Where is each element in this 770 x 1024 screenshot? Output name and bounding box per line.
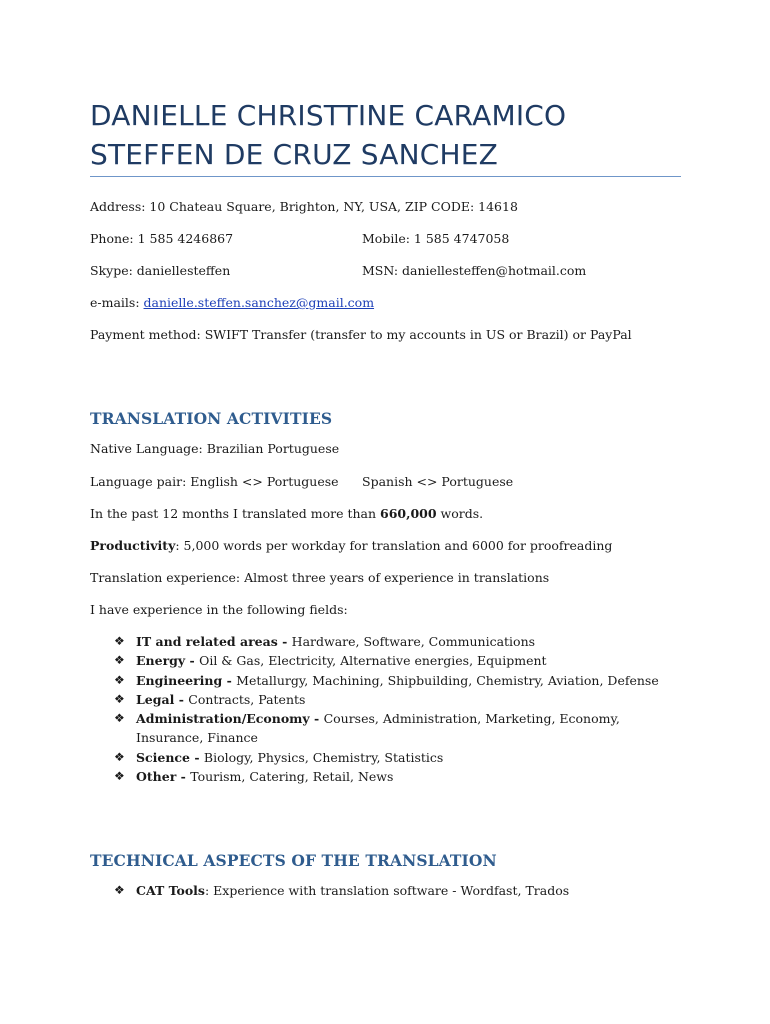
list-item bbox=[114, 632, 674, 651]
name-underline-rule bbox=[90, 176, 681, 177]
field-separator: - bbox=[309, 711, 324, 727]
field-separator: - bbox=[222, 672, 237, 688]
field-separator: - bbox=[176, 769, 191, 785]
field-text: Courses, Administration, Marketing, Economy, Insurance, Finance bbox=[136, 711, 620, 746]
msn-line: MSN: daniellesteffen@hotmail.com bbox=[362, 263, 587, 278]
field-separator: - bbox=[277, 634, 292, 649]
native-language-line: Native Language: Brazilian Portuguese bbox=[90, 441, 340, 456]
field-text: Contracts, Patents bbox=[188, 691, 306, 707]
fields-intro-line: I have experience in the following fields: bbox=[90, 602, 348, 617]
productivity-line bbox=[90, 538, 612, 554]
mobile-line: Mobile: 1 585 4747058 bbox=[362, 231, 510, 246]
field-label: Energy bbox=[136, 653, 186, 669]
list-item bbox=[114, 671, 674, 690]
list-item bbox=[114, 767, 674, 786]
address-line: Address: 10 Chateau Square, Brighton, NY, USA, ZIP CODE: 14618 bbox=[90, 199, 518, 214]
resume-name bbox=[90, 96, 690, 174]
productivity-label: Productivity bbox=[90, 538, 176, 553]
field-text: Biology, Physics, Chemistry, Statistics bbox=[203, 749, 444, 765]
past-prefix: In the past 12 months I translated more than bbox=[90, 506, 380, 521]
field-text: Tourism, Catering, Retail, News bbox=[190, 769, 394, 785]
field-separator: - bbox=[185, 653, 200, 669]
tech-separator: : bbox=[204, 883, 214, 898]
field-text: Oil & Gas, Electricity, Alternative energies, Equipment bbox=[199, 653, 547, 669]
field-label: Science bbox=[136, 749, 190, 765]
field-label: Administration/Economy bbox=[136, 711, 310, 727]
email-link[interactable]: danielle.steffen.sanchez@gmail.com bbox=[143, 295, 375, 310]
tech-text: Experience with translation software - Wordfast, Trados bbox=[213, 883, 570, 898]
past-12-months-line bbox=[90, 506, 483, 522]
diamond-bullet-icon: ❖ bbox=[114, 691, 125, 706]
field-label: Other bbox=[136, 769, 177, 785]
fields-list bbox=[114, 632, 674, 786]
diamond-bullet-icon: ❖ bbox=[114, 634, 125, 648]
payment-line: Payment method: SWIFT Transfer (transfer to my accounts in US or Brazil) or PayPal bbox=[90, 327, 632, 342]
diamond-bullet-icon: ❖ bbox=[114, 653, 125, 668]
list-item bbox=[114, 748, 674, 767]
field-text: Metallurgy, Machining, Shipbuilding, Chemistry, Aviation, Defense bbox=[236, 672, 659, 688]
field-separator: - bbox=[174, 691, 189, 707]
field-text: Hardware, Software, Communications bbox=[291, 634, 536, 649]
past-value: 660,000 bbox=[380, 506, 437, 521]
skype-line: Skype: daniellesteffen bbox=[90, 263, 231, 278]
emails-label: e-mails: bbox=[90, 295, 144, 310]
field-label: IT and related areas bbox=[136, 634, 278, 649]
productivity-text: : 5,000 words per workday for translation and 6000 for proofreading bbox=[175, 538, 613, 553]
field-separator: - bbox=[190, 749, 204, 765]
diamond-bullet-icon: ❖ bbox=[114, 749, 125, 764]
emails-line bbox=[90, 295, 374, 311]
name-line-1: DANIELLE CHRISTTINE CARAMICO bbox=[90, 99, 567, 132]
list-item bbox=[114, 651, 674, 670]
translation-activities-heading: TRANSLATION ACTIVITIES bbox=[90, 409, 333, 428]
technical-list bbox=[114, 881, 674, 900]
diamond-bullet-icon: ❖ bbox=[114, 711, 125, 726]
diamond-bullet-icon: ❖ bbox=[114, 769, 125, 784]
diamond-bullet-icon: ❖ bbox=[114, 672, 125, 687]
list-item bbox=[114, 690, 674, 709]
field-label: Legal bbox=[136, 691, 175, 707]
experience-line: Translation experience: Almost three years of experience in translations bbox=[90, 570, 550, 585]
list-item bbox=[114, 709, 674, 748]
phone-line: Phone: 1 585 4246867 bbox=[90, 231, 234, 246]
tech-label: CAT Tools bbox=[136, 883, 205, 898]
field-label: Engineering bbox=[136, 672, 223, 688]
technical-aspects-heading: TECHNICAL ASPECTS OF THE TRANSLATION bbox=[90, 851, 497, 870]
language-pair-2-line: Spanish <> Portuguese bbox=[362, 474, 514, 489]
past-suffix: words. bbox=[436, 506, 484, 521]
diamond-bullet-icon: ❖ bbox=[114, 883, 125, 897]
language-pair-line: Language pair: English <> Portuguese bbox=[90, 474, 339, 489]
list-item bbox=[114, 881, 674, 900]
name-line-2: STEFFEN DE CRUZ SANCHEZ bbox=[90, 138, 499, 171]
